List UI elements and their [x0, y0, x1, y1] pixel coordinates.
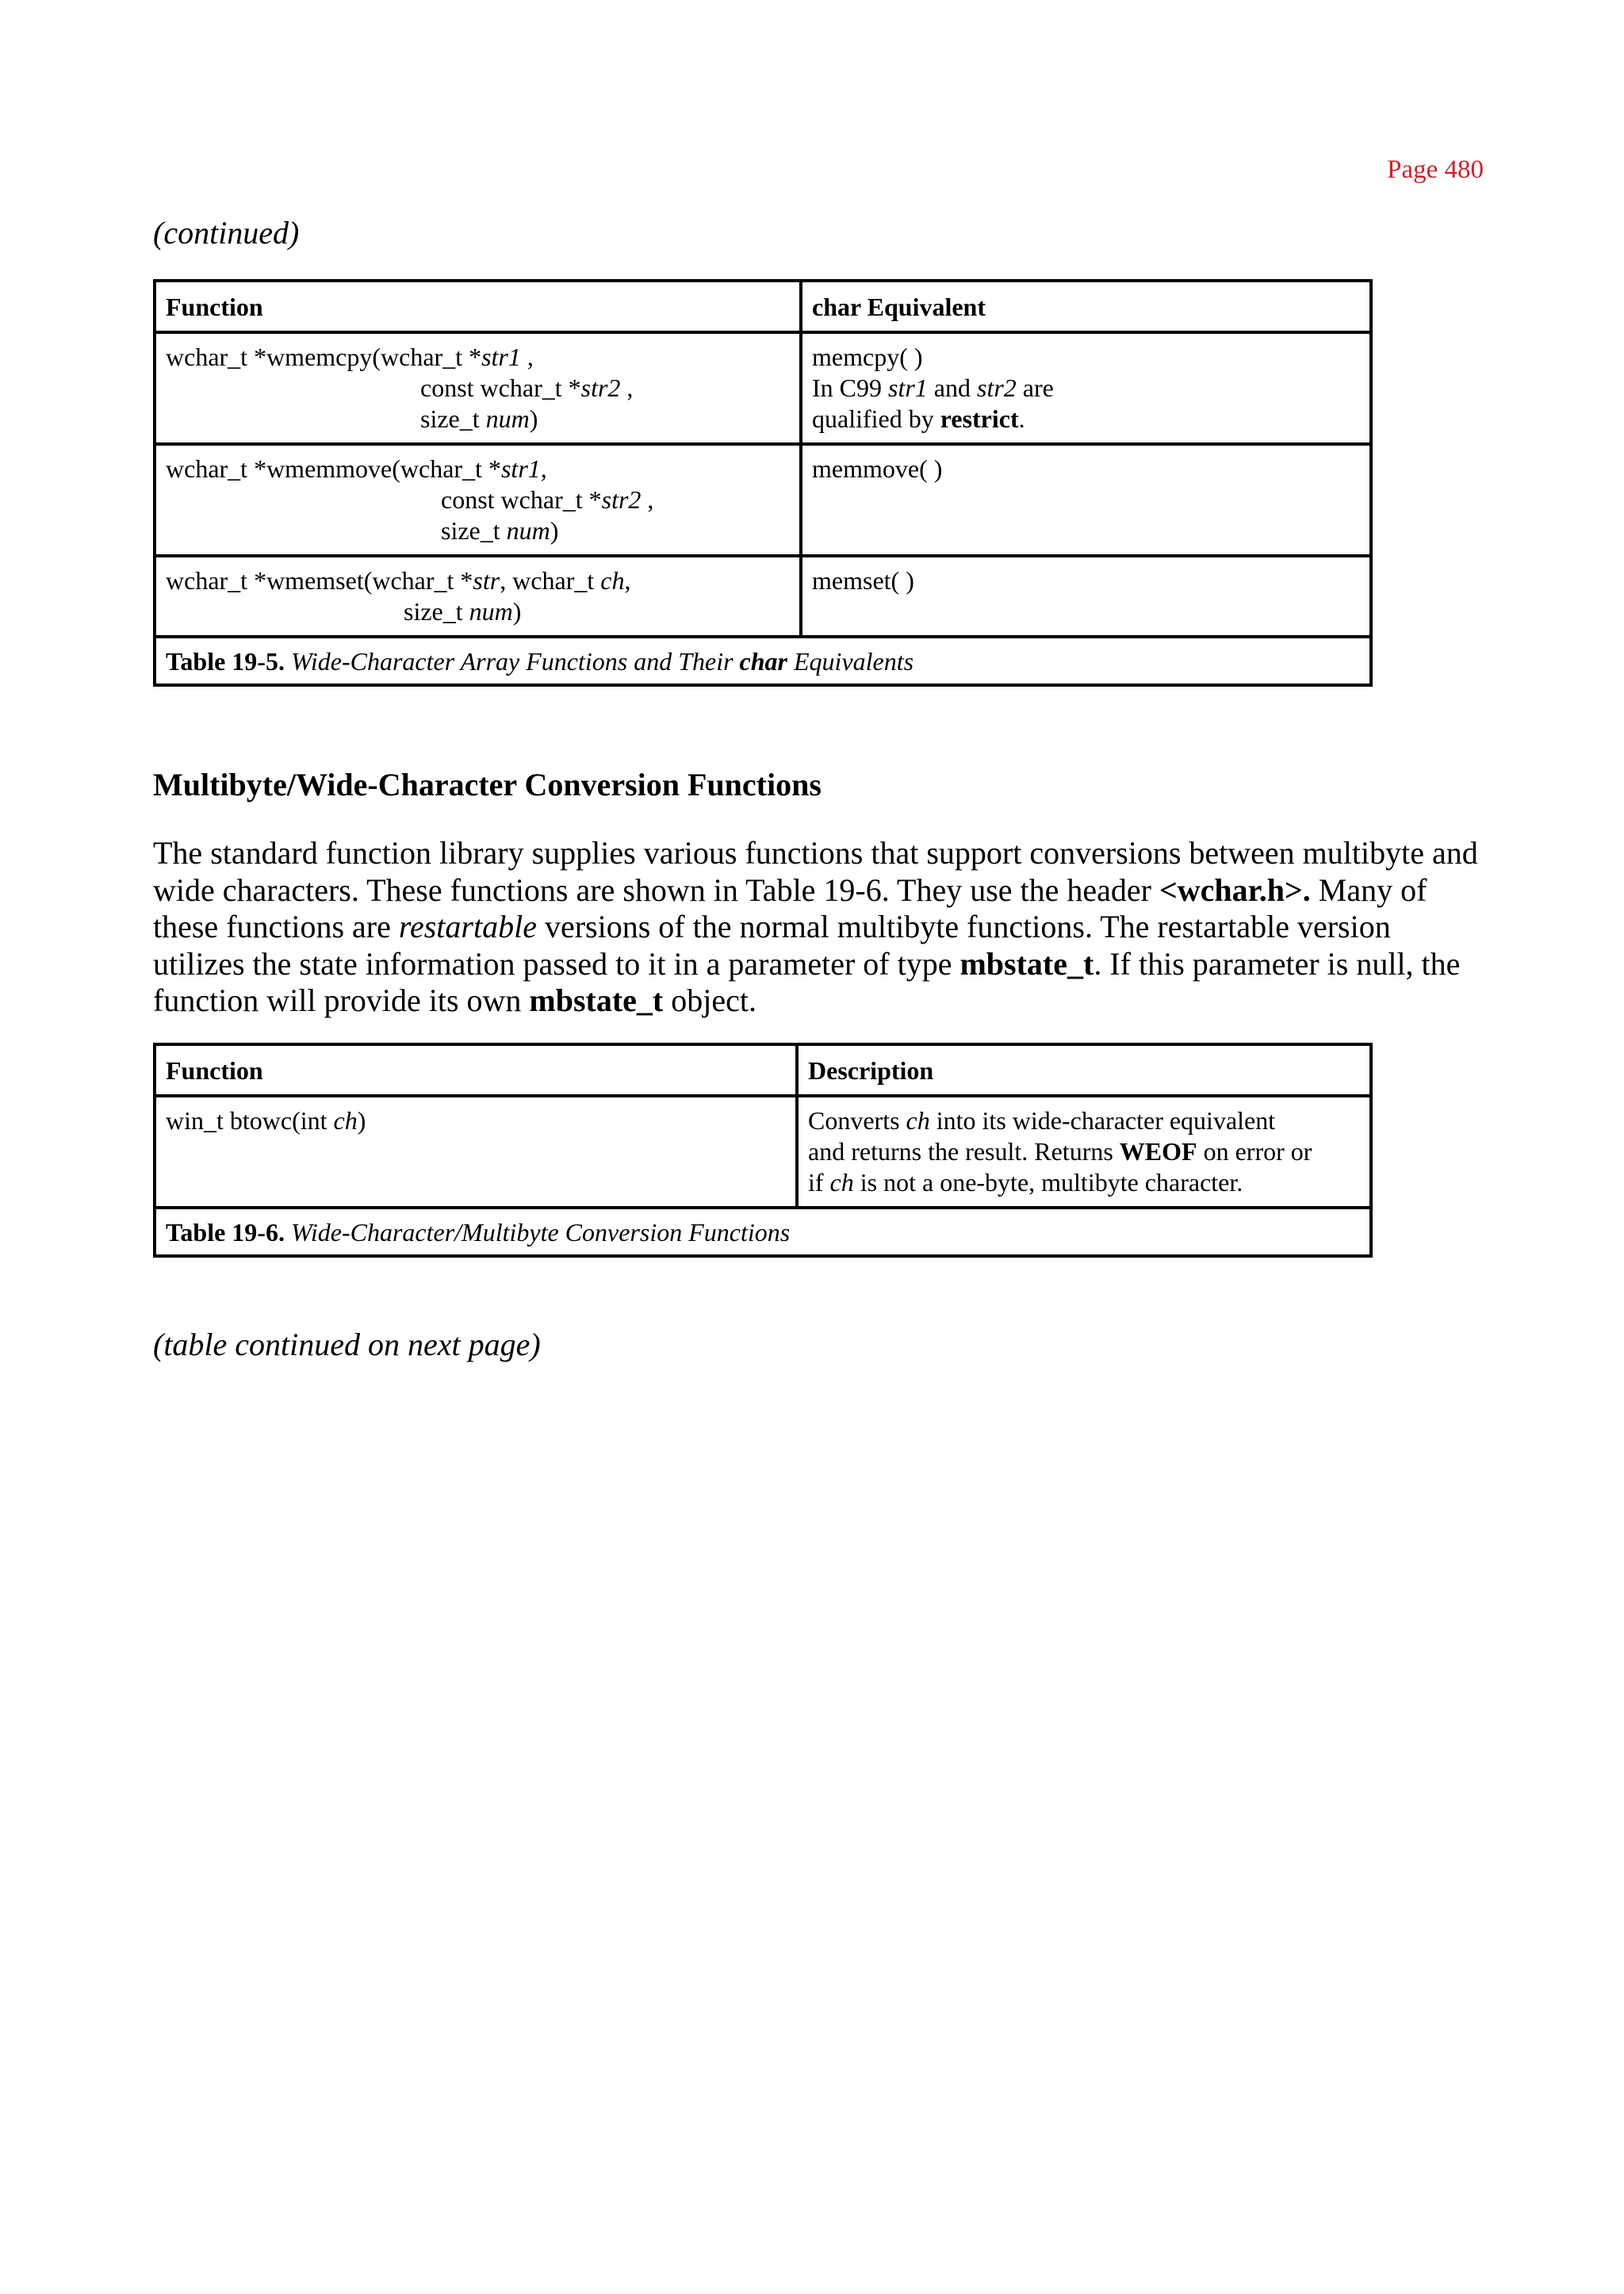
description-text: if	[808, 1168, 830, 1197]
column-header-description: Description	[797, 1044, 1371, 1096]
code-text: wchar_t *wmemset(wchar_t *	[166, 566, 473, 595]
constant-name: WEOF	[1119, 1137, 1197, 1166]
table-continued-note: (table continued on next page)	[153, 1327, 541, 1362]
column-header-char-equivalent: char Equivalent	[801, 281, 1371, 332]
param-name: ch	[600, 566, 625, 595]
description-text: is not a one-byte, multibyte character.	[853, 1168, 1243, 1197]
caption-text: Wide-Character Array Functions and Their	[290, 647, 740, 676]
table-19-6	[153, 1043, 1373, 1258]
equivalent-cell	[801, 556, 1371, 637]
description-line	[808, 1167, 1360, 1198]
description-cell	[797, 1096, 1371, 1208]
table-header-row	[155, 1044, 1371, 1096]
code-text: size_t	[404, 597, 469, 626]
paragraph-text: . If this parameter is null, the function will provide its own	[153, 945, 1461, 1018]
equivalent-cell	[801, 444, 1371, 556]
code-text: )	[529, 404, 538, 433]
table-header-row	[155, 281, 1371, 332]
table-row	[155, 332, 1371, 444]
caption-label: Table 19-6.	[166, 1218, 285, 1247]
type-name: mbstate_t	[959, 945, 1094, 982]
param-name: str1	[888, 373, 928, 402]
equivalent-name: memset( )	[812, 566, 914, 595]
table-caption	[155, 1208, 1371, 1256]
param-name: ch	[829, 1168, 854, 1197]
param-name: str2	[601, 485, 642, 514]
table-row	[155, 444, 1371, 556]
description-text: Converts	[808, 1106, 906, 1135]
code-text: , wchar_t	[500, 566, 601, 595]
param-name: str1	[500, 454, 541, 483]
description-text: into its wide-character equivalent	[929, 1106, 1276, 1135]
table-caption-row	[155, 637, 1371, 685]
function-cell	[155, 556, 801, 637]
param-name: num	[506, 516, 550, 545]
caption-keyword: char	[739, 647, 787, 676]
table-caption	[155, 637, 1371, 685]
table-caption-row	[155, 1208, 1371, 1256]
param-name: num	[469, 597, 513, 626]
note-text: qualified by	[812, 404, 940, 433]
section-heading: Multibyte/Wide-Character Conversion Functions	[153, 767, 822, 802]
note-text: In C99	[812, 373, 888, 402]
note-text: and	[927, 373, 977, 402]
code-text: ,	[620, 373, 634, 402]
table-row	[155, 1096, 1371, 1208]
body-paragraph	[153, 835, 1485, 1020]
note-text: .	[1018, 404, 1025, 433]
signature-line	[166, 342, 790, 373]
code-text: ,	[540, 454, 547, 483]
equivalent-name: memcpy( )	[812, 343, 923, 371]
column-header-function: Function	[155, 1044, 797, 1096]
header-name: <wchar.h>.	[1159, 871, 1311, 908]
signature-line	[166, 484, 790, 515]
param-name: str	[473, 566, 500, 595]
code-text: )	[357, 1106, 366, 1135]
continued-label: (continued)	[153, 215, 300, 251]
code-text: ,	[520, 343, 534, 371]
code-text: size_t	[420, 404, 486, 433]
equivalent-note	[812, 373, 1360, 404]
code-text: )	[550, 516, 559, 545]
param-name: ch	[333, 1106, 358, 1135]
table-row	[155, 556, 1371, 637]
description-line	[808, 1136, 1360, 1167]
description-text: on error or	[1197, 1137, 1312, 1166]
paragraph-text: versions of the normal multibyte functions. The restartable version utilizes the state information passed to it in a parameter of type	[153, 909, 1391, 982]
signature-line	[166, 1105, 786, 1136]
type-name: mbstate_t	[529, 982, 664, 1018]
caption-label: Table 19-5.	[166, 647, 285, 676]
code-text: )	[512, 597, 522, 626]
equivalent-note	[812, 404, 1360, 435]
code-text: wchar_t *wmemcpy(wchar_t *	[166, 343, 482, 371]
code-text: size_t	[441, 516, 507, 545]
paragraph-text: object.	[663, 982, 756, 1018]
code-text: const wchar_t *	[420, 373, 581, 402]
param-name: num	[485, 404, 530, 433]
equivalent-name: memmove( )	[812, 454, 943, 483]
note-text: are	[1016, 373, 1054, 402]
signature-line	[166, 515, 790, 546]
equivalent-cell	[801, 332, 1371, 444]
signature-line	[166, 454, 790, 484]
param-name: ch	[906, 1106, 930, 1135]
function-cell	[155, 1096, 797, 1208]
param-name: str2	[977, 373, 1017, 402]
paragraph-text: Many of these functions are	[153, 871, 1427, 944]
signature-line	[166, 404, 790, 435]
description-text: and returns the result. Returns	[808, 1137, 1120, 1166]
signature-line	[166, 565, 790, 596]
code-text: const wchar_t *	[441, 485, 602, 514]
page-number: Page 480	[1387, 155, 1484, 184]
table-19-5	[153, 279, 1373, 687]
paragraph-text: The standard function library supplies various functions that support conversions between multibyte and wide characters. These functions are shown in Table 19-6. They use the header	[153, 835, 1478, 908]
function-cell	[155, 332, 801, 444]
code-text: ,	[624, 566, 631, 595]
emphasis-text: restartable	[398, 909, 537, 944]
keyword: restrict	[940, 404, 1019, 433]
signature-line	[166, 596, 790, 627]
signature-line	[166, 373, 790, 404]
code-text: win_t btowc(int	[166, 1106, 334, 1135]
param-name: str1	[481, 343, 521, 371]
param-name: str2	[580, 373, 621, 402]
code-text: wchar_t *wmemmove(wchar_t *	[166, 454, 501, 483]
column-header-function: Function	[155, 281, 801, 332]
code-text: ,	[641, 485, 654, 514]
caption-text: Wide-Character/Multibyte Conversion Functions	[290, 1218, 791, 1247]
function-cell	[155, 444, 801, 556]
caption-text: Equivalents	[787, 647, 914, 676]
description-line	[808, 1105, 1360, 1136]
